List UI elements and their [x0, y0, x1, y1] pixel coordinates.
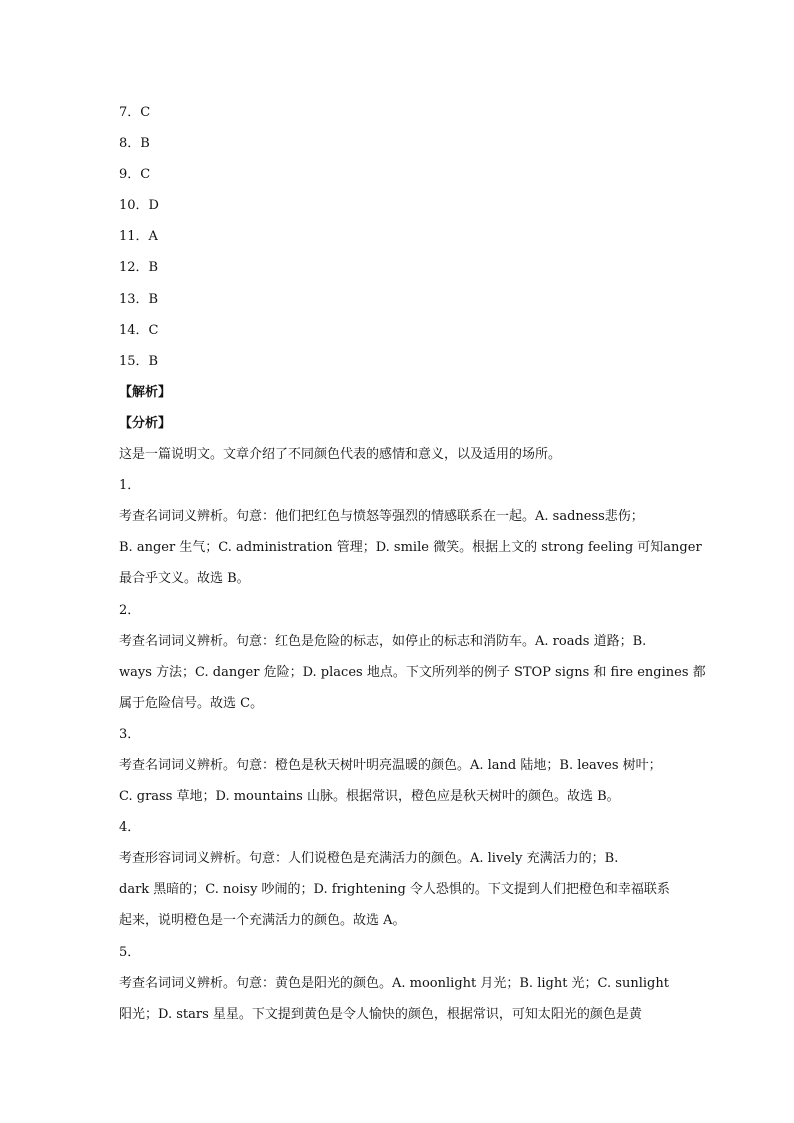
section-heading-fenxi: 【分析】 [119, 415, 172, 431]
explanation-line: 考查名词词义辨析。句意：橙色是秋天树叶明亮温暖的颜色。A. land 陆地；B. leaves 树叶； [119, 757, 662, 773]
explanation-line: ways 方法；C. danger 危险；D. places 地点。下文所列举的例子 STOP signs 和 fire engines 都 [119, 664, 706, 680]
explanation-line: B. anger 生气；C. administration 管理；D. smile 微笑。根据上文的 strong feeling 可知anger [119, 540, 702, 556]
question-number: 2． [119, 602, 141, 618]
explanation-line: 起来，说明橙色是一个充满活力的颜色。故选 A。 [119, 913, 406, 929]
question-number: 4． [119, 820, 141, 836]
explanation-line: 考查形容词词义辨析。句意：人们说橙色是充满活力的颜色。A. lively 充满活力的；B. [119, 851, 619, 867]
document-content [119, 101, 706, 1034]
answer-line: 13．B [119, 291, 159, 307]
answer-line: 10．D [119, 198, 159, 214]
answer-line: 15．B [119, 353, 159, 369]
answer-line: 9．C [119, 167, 151, 183]
intro-text: 这是一篇说明文。文章介绍了不同颜色代表的感情和意义，以及适用的场所。 [119, 447, 562, 463]
question-number: 5． [119, 944, 141, 960]
section-heading-jiexi: 【解析】 [119, 384, 172, 400]
explanation-line: 阳光；D. stars 星星。下文提到黄色是令人愉快的颜色，根据常识，可知太阳光的颜色是黄 [119, 1006, 642, 1022]
explanation-line: dark 黑暗的；C. noisy 吵闹的；D. frightening 令人恐惧的。下文提到人们把橙色和幸福联系 [119, 882, 670, 898]
answer-line: 11．A [119, 229, 158, 245]
explanation-line: 考查名词词义辨析。句意：黄色是阳光的颜色。A. moonlight 月光；B. light 光；C. sunlight [119, 975, 669, 991]
explanation-line: 属于危险信号。故选 C。 [119, 695, 264, 711]
answer-line: 7．C [119, 105, 151, 120]
explanation-line: 考查名词词义辨析。句意：他们把红色与愤怒等强烈的情感联系在一起。A. sadness悲伤； [119, 509, 644, 525]
question-number: 3． [119, 726, 141, 742]
answer-line: 8．B [119, 136, 150, 152]
answer-line: 14．C [119, 322, 159, 338]
explanation-line: C. grass 草地；D. mountains 山脉。根据常识，橙色应是秋天树叶的颜色。故选 B。 [119, 789, 620, 805]
explanation-line: 考查名词词义辨析。句意：红色是危险的标志，如停止的标志和消防车。A. roads 道路；B. [119, 633, 647, 649]
answer-line: 12．B [119, 260, 159, 276]
explanation-line: 最合乎文义。故选 B。 [119, 571, 250, 587]
question-number: 1． [119, 478, 141, 494]
